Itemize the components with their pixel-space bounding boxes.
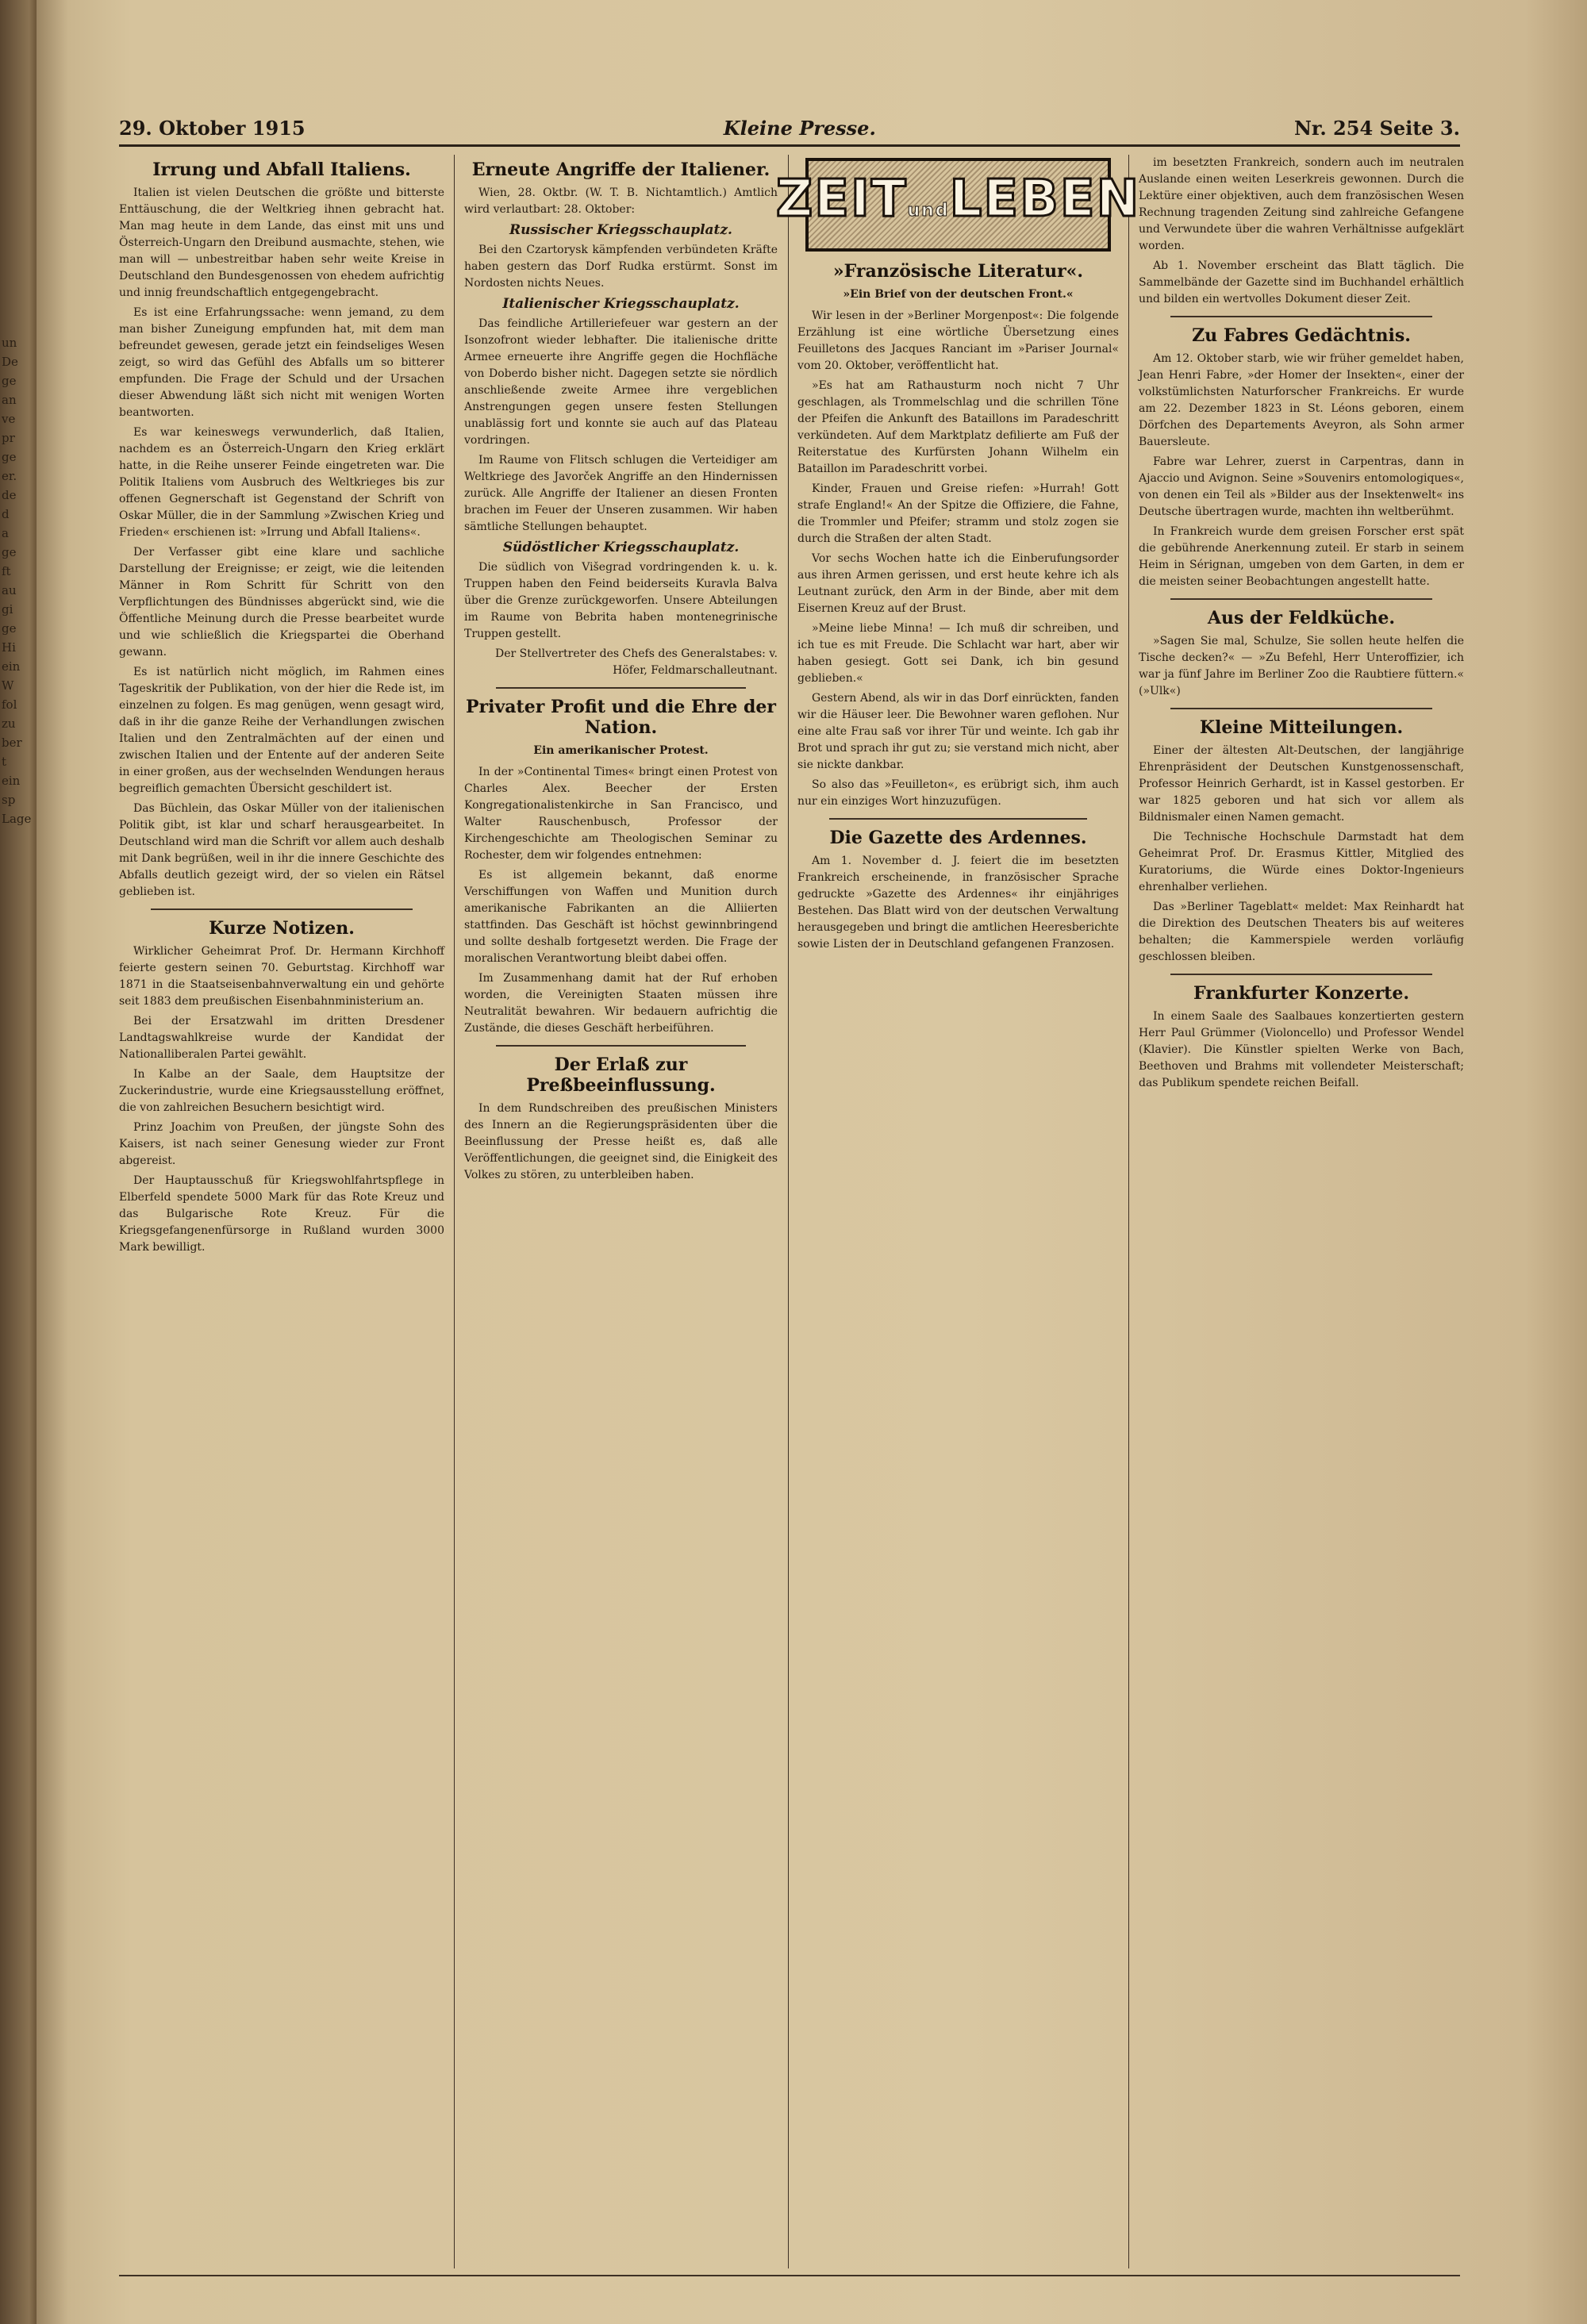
paragraph: In einem Saale des Saalbaues konzertierten gestern Herr Paul Grümmer (Violoncello) und Professor Wendel (Klavier). Die Künstler spielten Werke von Bach, Beethoven und Brahms mit vollendeter Meisterschaft; das Publikum spendete reichen Beifall.	[1139, 1010, 1464, 1089]
paragraph: Fabre war Lehrer, zuerst in Carpentras, dann in Ajaccio und Avignon. Seine »Souvenirs entomologiques«, von denen ein Teil als »Bilder aus der Insektenwelt« ins Deutsche übertragen wurde, machten ihn weltberühmt.	[1139, 455, 1464, 518]
section-divider	[1170, 316, 1432, 317]
subheading: Italienischer Kriegsschauplatz.	[502, 296, 740, 312]
subheading: Russischer Kriegsschauplatz.	[509, 222, 732, 238]
article-title: Der Erlaß zur Preßbeeinflussung.	[526, 1054, 716, 1096]
paragraph: Einer der ältesten Alt-Deutschen, der langjährige Ehrenpräsident der Deutschen Kunstgenossenschaft, Professor Heinrich Gerhardt, ist in Kassel gestorben. Er war 1825 geboren und hat sich vor allem als Bildnismaler einen Namen gemacht.	[1139, 744, 1464, 824]
issue-number: Nr. 254 Seite 3.	[1293, 116, 1460, 140]
paragraph: Das »Berliner Tageblatt« meldet: Max Reinhardt hat die Direktion des Deutschen Theaters bis auf weiteres behalten; die Kammerspiele werden vorläufig geschlossen bleiben.	[1139, 901, 1464, 963]
column-3	[775, 155, 1141, 2268]
subheading: Südöstlicher Kriegsschauplatz.	[502, 540, 740, 555]
issue-date: 29. Oktober 1915	[119, 116, 305, 140]
edge-fragment: un	[2, 336, 17, 350]
column-4	[1139, 155, 1464, 2268]
paragraph: Es ist eine Erfahrungssache: wenn jemand, zu dem man bisher Zuneigung empfunden hat, mit dem man befreundet gewesen, gerade jetzt ein feindseliges Wesen zeigt, so wird das Gefühl des Abfalls um so bitterer empfunden. Die Frage der Schuld und der Ursachen dieser Abwendung läßt sich nicht mit wenigen Worten beantworten.	[119, 306, 444, 419]
paragraph: Wirklicher Geheimrat Prof. Dr. Hermann Kirchhoff feierte gestern seinen 70. Geburtstag. Kirchhoff war 1871 in die Staatseisenbahnverwaltung ein und gehörte seit 1883 dem preußischen Eisenbahnministerium an.	[119, 945, 444, 1008]
dateline: Wien, 28. Oktbr. (W. T. B. Nichtamtlich.) Amtlich wird verlautbart: 28. Oktober:	[464, 186, 778, 216]
paragraph: Die südlich von Višegrad vordringenden k. u. k. Truppen haben den Feind beiderseits Kuravla Balva über die Grenze zurückgeworfen. Unsere Abteilungen im Raume von Bebrita haben montenegrinische Truppen gestellt.	[464, 561, 778, 640]
column-rule	[1128, 155, 1129, 2268]
edge-fragment: ein	[2, 659, 21, 674]
paragraph: Der Hauptausschuß für Kriegswohlfahrtspflege in Elberfeld spendete 5000 Mark für das Rote Kreuz und das Bulgarische Rote Kreuz. Für die Kriegsgefangenenfürsorge in Rußland wurden 3000 Mark bewilligt.	[119, 1174, 444, 1254]
edge-fragment: ge	[2, 545, 17, 559]
paragraph: Italien ist vielen Deutschen die größte und bitterste Enttäuschung, die der Weltkrieg ihnen gebracht hat. Man mag heute in dem Lande, das einst mit uns und Österreich-Ungarn den Dreibund ausmachte, stehen, wie man will — unbestreitbar haben sehr weite Kreise in Deutschland den Bundesgenossen von ehedem aufrichtig und innig freundschaftlich entgegengebracht.	[119, 186, 444, 299]
section-divider	[1170, 974, 1432, 975]
paragraph: Das Büchlein, das Oskar Müller von der italienischen Politik gibt, ist klar und scharf herausgearbeitet. In Deutschland wird man die Schrift vor allem auch deshalb mit Dank begrüßen, weil in ihr die innere Geschichte des Abfalls deutlich gezeigt wird, der so vielen ein Rätsel geblieben ist.	[119, 802, 444, 898]
edge-fragment: ge	[2, 621, 17, 636]
article-title: Privater Profit und die Ehre der Nation.	[466, 697, 776, 738]
banner-word: und	[907, 200, 950, 221]
paragraph: Im Zusammenhang damit hat der Ruf erhoben worden, die Vereinigten Staaten müssen ihre Neutralität bewahren. Wir bedauern aufrichtig die Zustände, die dieses Geschäft herbeiführen.	[464, 972, 778, 1035]
edge-fragment: de	[2, 488, 17, 502]
section-title: Kurze Notizen.	[209, 918, 355, 939]
section-divider	[829, 818, 1087, 820]
paragraph: Der Verfasser gibt eine klare und sachliche Darstellung der Ereignisse; er zeigt, wie die leitenden Männer in Rom Schritt für Schritt von den Verpflichtungen des Bündnisses abgerückt sind, wie die Öffentliche Meinung durch die Presse bearbeitet wurde und wie schließlich die Kriegspartei die Oberhand gewann.	[119, 546, 444, 659]
article-title: Irrung und Abfall Italiens.	[152, 159, 411, 180]
article-title: Kleine Mitteilungen.	[1199, 717, 1404, 738]
edge-fragment: pr	[2, 431, 15, 445]
edge-fragment: a	[2, 526, 9, 540]
article-subtitle: »Ein Brief von der deutschen Front.«	[843, 288, 1074, 301]
paragraph: In der »Continental Times« bringt einen Protest von Charles Alex. Beecher der Ersten Kongregationalistenkirche in San Francisco, und Walter Rauschenbusch, Professor der Kirchengeschichte am Theologischen Seminar zu Rochester, dem wir folgendes entnehmen:	[464, 766, 778, 862]
paragraph: Es ist natürlich nicht möglich, im Rahmen eines Tageskritik der Publikation, von der hier die Rede ist, im einzelnen zu folgen. Es mag genügen, wenn gesagt wird, daß in ihr die ganze Reihe der Verhandlungen zwischen Italien und den Zentralmächten auf der einen und zwischen Italien und der Entente auf der anderen Seite in einer großen, aus der wechselnden Wendungen heraus begreiflich gemachten Übersicht geschildert ist.	[119, 666, 444, 795]
article-title: Erneute Angriffe der Italiener.	[471, 159, 770, 180]
column-1	[119, 155, 444, 2268]
paragraph: In dem Rundschreiben des preußischen Ministers des Innern an die Regierungspräsidenten über die Beeinflussung der Presse heißt es, daß alle Veröffentlichungen, die geeignet sind, die Einigkeit des Volkes zu stören, zu unterbleiben haben.	[464, 1102, 778, 1181]
paragraph: Prinz Joachim von Preußen, der jüngste Sohn des Kaisers, ist nach seiner Genesung wieder zur Front abgereist.	[119, 1121, 444, 1167]
paragraph: Am 1. November d. J. feiert die im besetzten Frankreich erscheinende, in französischer Sprache gedruckte »Gazette des Ardennes« ihr einjähriges Bestehen. Das Blatt wird von der deutschen Verwaltung herausgegeben und bringt die amtlichen Heeresberichte sowie Listen der in Deutschland gefangenen Franzosen.	[797, 855, 1119, 951]
paragraph: »Es hat am Rathausturm noch nicht 7 Uhr geschlagen, als Trommelschlag und die schrillen Töne der Pfeifen die Ankunft des Bataillons im Paradeschritt verkündeten. Auf dem Marktplatz defilierte am Fuß der Reiterstatue des Kurfürsten Johann Wilhelm ein Bataillon im Paradeschritt vorbei.	[797, 379, 1119, 475]
paragraph: Es ist allgemein bekannt, daß enorme Verschiffungen von Waffen und Munition durch amerikanische Fabrikanten an die Alliierten stattfinden. Das Geschäft ist höchst gewinnbringend und sollte deshalb fortgesetzt werden. Die Frage der moralischen Verantwortung bleibt dabei offen.	[464, 869, 778, 965]
edge-fragment: ft	[2, 564, 11, 578]
edge-fragment: W	[2, 678, 14, 693]
paragraph: Ab 1. November erscheint das Blatt täglich. Die Sammelbände der Gazette sind im Buchhandel erhältlich und bilden ein wertvolles Dokument dieser Zeit.	[1139, 259, 1464, 305]
section-divider	[1170, 708, 1432, 709]
adjacent-page-edge-text	[2, 333, 33, 828]
paragraph: Wir lesen in der »Berliner Morgenpost«: Die folgende Erzählung ist eine wörtliche Übersetzung eines Feuilletons des Jacques Ranciant im »Pariser Journal« vom 20. Oktober, veröffentlicht hat.	[797, 309, 1119, 372]
column-2	[464, 155, 778, 2268]
paragraph: Kinder, Frauen und Greise riefen: »Hurrah! Gott strafe England!« An der Spitze die Offiziere, die Fahne, die Trommler und Pfeifer; stramm und stolz zogen sie durch die Straßen der alten Stadt.	[797, 482, 1119, 545]
article-title: Zu Fabres Gedächtnis.	[1192, 325, 1411, 346]
article-subtitle: Ein amerikanischer Protest.	[533, 744, 709, 757]
edge-fragment: ge	[2, 450, 17, 464]
edge-fragment: De	[2, 355, 18, 369]
footer-rule	[119, 2275, 1460, 2276]
edge-fragment: gi	[2, 602, 13, 617]
newspaper-title: Kleine Presse.	[723, 116, 876, 140]
edge-fragment: sp	[2, 793, 16, 807]
edge-fragment: ge	[2, 374, 17, 388]
page-header	[119, 111, 1460, 147]
paragraph: So also das »Feuilleton«, es erübrigt sich, ihm auch nur ein einziges Wort hinzuzufügen.	[797, 778, 1119, 808]
edge-fragment: t	[2, 755, 7, 769]
paragraph: Am 12. Oktober starb, wie wir früher gemeldet haben, Jean Henri Fabre, »der Homer der Insekten«, einer der volkstümlichsten Naturforscher Frankreichs. Er wurde am 22. Dezember 1823 in St. Léons geboren, einem Dörfchen des Departements Aveyron, als Sohn armer Bauersleute.	[1139, 352, 1464, 448]
section-divider	[496, 687, 746, 689]
column-rule	[454, 155, 455, 2268]
paragraph: Die Technische Hochschule Darmstadt hat dem Geheimrat Prof. Dr. Erasmus Kittler, Mitglied des Kuratoriums, die Würde eines Doktor-Ingenieurs ehrenhalber verliehen.	[1139, 831, 1464, 893]
paragraph: In Frankreich wurde dem greisen Forscher erst spät die gebührende Anerkennung zuteil. Er starb in seinem Heim in Sérignan, umgeben von dem Garten, in dem er die meisten seiner Beobachtungen angestellt hatte.	[1139, 525, 1464, 588]
section-divider	[1170, 598, 1432, 600]
edge-fragment: ve	[2, 412, 16, 426]
article-title: »Französische Literatur«.	[832, 261, 1084, 282]
paragraph: Gestern Abend, als wir in das Dorf einrückten, fanden wir die Häuser leer. Die Bewohner waren geflohen. Nur eine alte Frau saß vor ihrer Tür und weinte. Ich gab ihr Brot und sprach ihr gut zu; sie verstand mich nicht, aber sie nickte dankbar.	[797, 692, 1119, 771]
edge-fragment: an	[2, 393, 17, 407]
banner-word: LEBEN	[949, 169, 1141, 229]
zeit-und-leben-banner	[775, 158, 1141, 252]
signature: Der Stellvertreter des Chefs des Generalstabes: v. Höfer, Feldmarschalleutnant.	[495, 647, 778, 677]
edge-fragment: fol	[2, 697, 17, 712]
edge-fragment: er.	[2, 469, 17, 483]
paragraph: Vor sechs Wochen hatte ich die Einberufungsorder aus ihren Armen gerissen, und erst heute kehre ich als Leutnant zurück, den Arm in der Binde, aber mit dem Eisernen Kreuz auf der Brust.	[797, 552, 1119, 615]
book-spine	[0, 0, 37, 2324]
paragraph: »Meine liebe Minna! — Ich muß dir schreiben, und ich tue es mit Freude. Die Schlacht war hart, aber wir haben gesiegt. Gott sei Dank, ich bin gesund geblieben.«	[797, 622, 1119, 685]
edge-fragment: Hi	[2, 640, 16, 655]
article-title: Aus der Feldküche.	[1207, 608, 1396, 628]
paragraph: Das feindliche Artilleriefeuer war gestern an der Isonzofront wieder lebhafter. Die italienische dritte Armee erneuerte ihre Angriffe gegen die Hochfläche von Doberdo bisher nicht. Dagegen setzte sie nördlich anschließende zweite Armee ihre vergeblichen Anstrengungen gegen unsere festen Stellungen unablässig fort und konnte sie auch auf das Plateau vordringen.	[464, 317, 778, 447]
edge-fragment: Lage	[2, 812, 32, 826]
paragraph: Im Raume von Flitsch schlugen die Verteidiger am Weltkriege des Javorček Angriffe an den Hindernissen zurück. Alle Angriffe der Italiener an diesen Fronten brachen im Feuer der Unseren zusammen. Wir haben sämtliche Stellungen behauptet.	[464, 454, 778, 533]
paragraph: In Kalbe an der Saale, dem Hauptsitze der Zuckerindustrie, wurde eine Kriegsausstellung eröffnet, die von zahlreichen Besuchern besichtigt wird.	[119, 1068, 444, 1114]
edge-fragment: au	[2, 583, 17, 597]
paragraph: »Sagen Sie mal, Schulze, Sie sollen heute helfen die Tische decken?« — »Zu Befehl, Herr Unteroffizier, ich war ja fünf Jahre im Berliner Zoo die Raubtiere füttern.« (»Ulk«)	[1139, 635, 1464, 697]
edge-fragment: zu	[2, 716, 16, 731]
section-divider	[151, 908, 413, 910]
edge-fragment: ein	[2, 774, 21, 788]
paragraph: Bei der Ersatzwahl im dritten Dresdener Landtagswahlkreise wurde der Kandidat der Nationalliberalen Partei gewählt.	[119, 1015, 444, 1061]
column-rule	[788, 155, 789, 2268]
edge-fragment: ber	[2, 736, 22, 750]
edge-fragment: d	[2, 507, 10, 521]
article-title: Die Gazette des Ardennes.	[829, 828, 1087, 848]
paragraph: Es war keineswegs verwunderlich, daß Italien, nachdem es an Österreich-Ungarn den Krieg erklärt hatte, in die Reihe unserer Feinde eingetreten war. Die Politik Italiens vom Ausbruch des Weltkrieges bis zur offenen Gegnerschaft ist Gegenstand der Schrift von Oskar Müller, die in der Sammlung »Zwischen Krieg und Frieden« erschienen ist: »Irrung und Abfall Italiens«.	[119, 426, 444, 539]
section-divider	[496, 1045, 746, 1047]
paragraph: Bei den Czartorysk kämpfenden verbündeten Kräfte haben gestern das Dorf Rudka erstürmt. Sonst im Nordosten nichts Neues.	[464, 244, 778, 290]
banner-word: ZEIT	[775, 169, 908, 229]
article-title: Frankfurter Konzerte.	[1193, 983, 1409, 1004]
paragraph: im besetzten Frankreich, sondern auch im neutralen Auslande einen weiten Leserkreis gewonnen. Durch die Lektüre einer objektiven, auch dem französischen Wesen Rechnung tragenden Zeitung sind zahlreiche Gefangene und Verwundete über die wahren Verhältnisse aufgeklärt worden.	[1139, 156, 1464, 252]
